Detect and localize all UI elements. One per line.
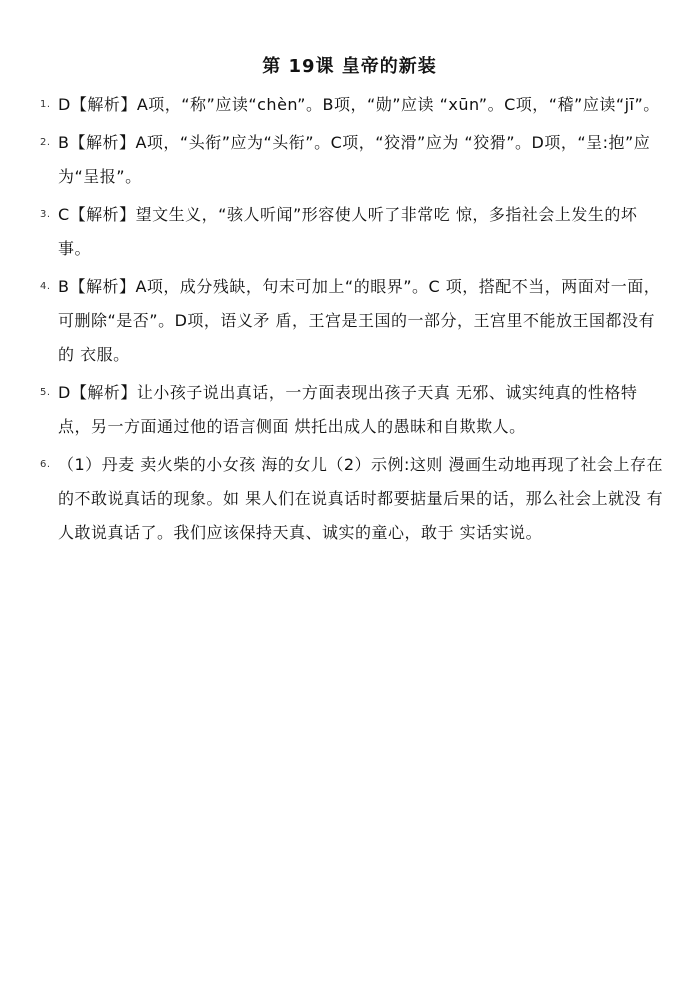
lesson-title: 第 19课 皇帝的新装: [262, 56, 437, 77]
answer-text: （1）丹麦 卖火柴的小女孩 海的女儿（2）示例:这则 漫画生动地再现了社会上存在的不敢说真话的现象。如 果人们在说真话时都要掂量后果的话，那么社会上就没 有人敢说真话了。我们应该保持天真、诚实的童心，敢于 实话实说。: [58, 455, 664, 542]
answer-number: 4.: [40, 281, 51, 292]
answer-item-1: [40, 88, 665, 122]
answer-list: [40, 88, 665, 554]
answer-number: 2.: [40, 137, 51, 148]
answer-text: D【解析】A项，“称”应读“chèn”。B项，“勋”应读 “xūn”。C项，“稽”应读“jī”。: [58, 95, 660, 114]
answer-text: C【解析】望文生义，“骇人听闻”形容使人听了非常吃 惊，多指社会上发生的坏事。: [58, 205, 638, 258]
answer-number: 1.: [40, 99, 51, 110]
answer-number: 3.: [40, 209, 51, 220]
answer-item-6: [40, 448, 665, 550]
answer-text: B【解析】A项，“头衔”应为“头衔”。C项，“狡滑”应为 “狡猾”。D项，“呈:抱”应为“呈报”。: [58, 133, 651, 186]
answer-text: D【解析】让小孩子说出真话，一方面表现出孩子天真 无邪、诚实纯真的性格特点，另一方面通过他的语言侧面 烘托出成人的愚昧和自欺欺人。: [58, 383, 638, 436]
answer-item-5: [40, 376, 665, 444]
answer-item-4: [40, 270, 665, 372]
answer-text: B【解析】A项，成分残缺，句末可加上“的眼界”。C 项，搭配不当，两面对一面，可删除“是否”。D项，语义矛 盾，王宫是王国的一部分，王宫里不能放王国都没有的 衣服。: [58, 277, 661, 364]
answer-number: 5.: [40, 387, 51, 398]
answer-item-2: [40, 126, 665, 194]
answer-number: 6.: [40, 459, 51, 470]
answer-item-3: [40, 198, 665, 266]
